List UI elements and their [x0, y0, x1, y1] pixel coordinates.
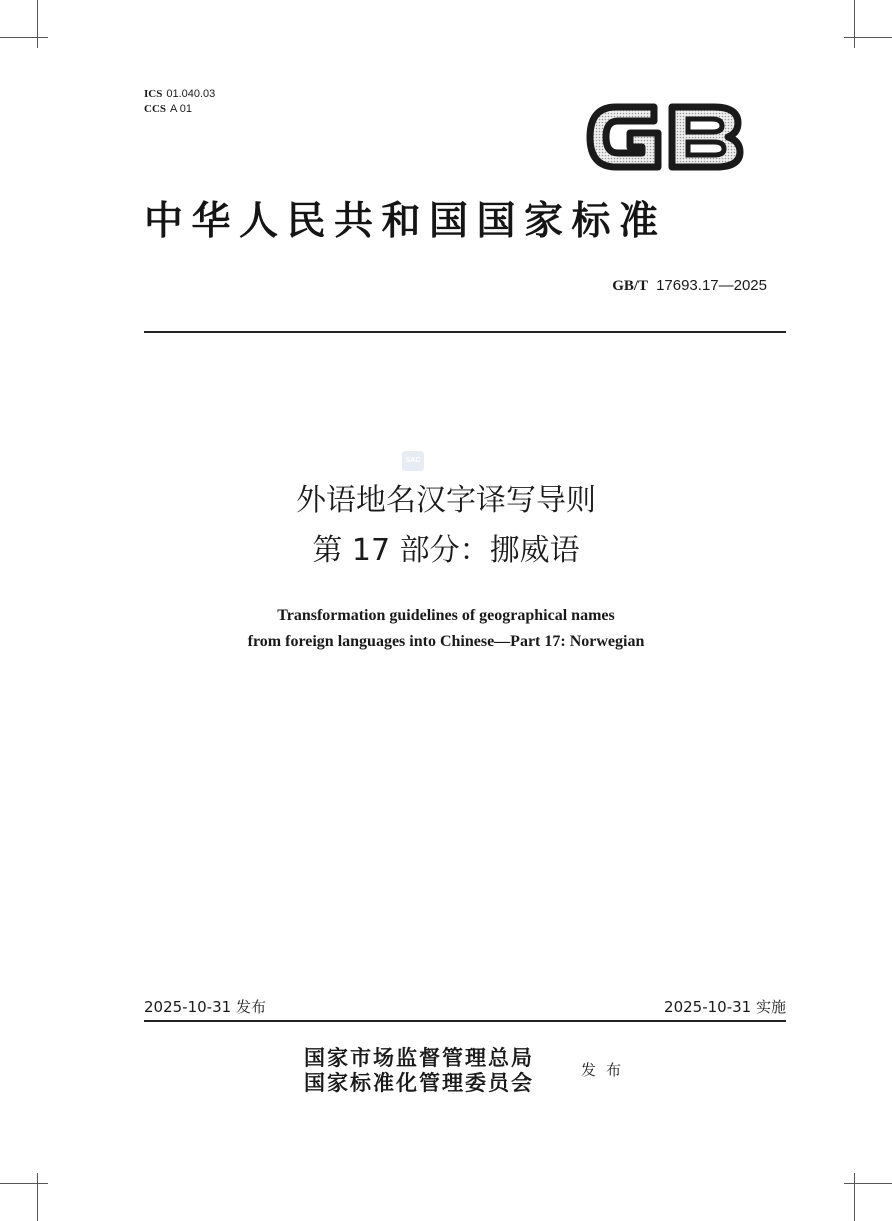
classification-codes — [144, 87, 215, 117]
header-divider — [144, 331, 786, 333]
ccs-code: A 01 — [170, 103, 193, 115]
crop-mark-bottom-left-v — [37, 1173, 38, 1221]
standard-number — [612, 277, 767, 295]
standard-category-title: 中华人民共和国国家标准 — [144, 198, 667, 244]
ics-line — [144, 87, 215, 102]
ccs-label: CCS — [144, 103, 167, 115]
issuer-sac: 国家标准化管理委员会 — [304, 1070, 534, 1095]
crop-mark-top-right-h — [844, 37, 892, 38]
ics-code: 01.040.03 — [166, 88, 216, 100]
gb-logo-icon — [586, 97, 744, 177]
crop-mark-top-left-h — [0, 37, 48, 38]
ccs-line — [144, 102, 215, 117]
title-cn-line2: 第 17 部分：挪威语 — [312, 533, 580, 568]
crop-mark-top-right-v — [854, 0, 855, 48]
sac-watermark-logo: SAC — [402, 451, 424, 471]
title-en-line1: Transformation guidelines of geographical names — [277, 607, 615, 624]
crop-mark-bottom-right-h — [844, 1183, 892, 1184]
issuer-samr: 国家市场监督管理总局 — [304, 1045, 534, 1070]
standard-number-value: 17693.17—2025 — [656, 277, 767, 294]
gb-logo-graphic — [586, 97, 744, 177]
implementation-date: 2025-10-31 实施 — [664, 998, 786, 1016]
standard-number-prefix: GB/T — [612, 278, 649, 294]
crop-mark-bottom-left-h — [0, 1183, 48, 1184]
footer-divider — [144, 1020, 786, 1022]
issue-date: 2025-10-31 发布 — [144, 998, 266, 1016]
crop-mark-top-left-v — [37, 0, 38, 48]
title-cn-line1: 外语地名汉字译写导则 — [296, 483, 596, 518]
issuing-organizations — [304, 1045, 534, 1095]
ics-label: ICS — [144, 88, 163, 100]
publish-label: 发布 — [581, 1061, 632, 1079]
crop-mark-bottom-right-v — [854, 1173, 855, 1221]
title-en-line2: from foreign languages into Chinese—Part 17: Norwegian — [247, 633, 645, 650]
